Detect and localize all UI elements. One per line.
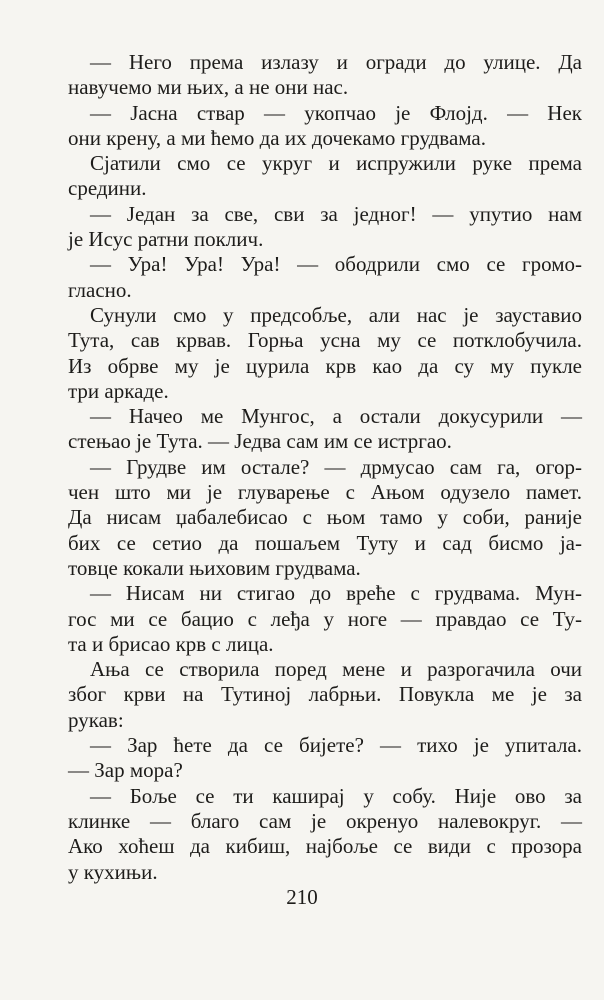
text-line: Да нисам џабалебисао с њом тамо у соби, раније bbox=[68, 505, 582, 530]
paragraph bbox=[68, 733, 582, 784]
paragraph bbox=[68, 657, 582, 733]
text-line: — Зар ћете да се бијете? — тихо је упитала. bbox=[90, 733, 582, 758]
text-block bbox=[68, 50, 582, 885]
text-line: гласно. bbox=[68, 277, 132, 302]
paragraph bbox=[68, 50, 582, 101]
text-line: Ако хоћеш да кибиш, најбоље се види с прозора bbox=[68, 834, 582, 859]
text-line: — Грудве им остале? — дрмусао сам га, огор- bbox=[90, 454, 582, 479]
text-line: — Него према излазу и огради до улице. Да bbox=[90, 50, 582, 74]
text-line: рукав: bbox=[68, 707, 124, 732]
paragraph bbox=[68, 101, 582, 152]
text-line: — Зар мора? bbox=[68, 758, 183, 783]
text-line: средини. bbox=[68, 176, 147, 201]
text-line: товце кокали њиховим грудвама. bbox=[68, 555, 361, 580]
paragraph bbox=[68, 202, 582, 253]
text-line: — Један за све, сви за једног! — упутио нам bbox=[90, 201, 582, 226]
paragraph bbox=[68, 151, 582, 202]
text-line: — Начео ме Мунгос, а остали докусурили — bbox=[90, 404, 582, 429]
paragraph bbox=[68, 303, 582, 404]
text-line: због крви на Тутиној лабрњи. Повукла ме је за bbox=[68, 682, 582, 707]
text-line: Сјатили смо се укруг и испружили руке према bbox=[90, 151, 582, 176]
paragraph bbox=[68, 581, 582, 657]
text-line: — Ура! Ура! Ура! — ободрили смо се громо- bbox=[90, 252, 582, 277]
text-line: три аркаде. bbox=[68, 378, 169, 403]
text-line: Тута, сав крвав. Горња усна му се потклобучила. bbox=[68, 328, 582, 353]
text-line: Ања се створила поред мене и разрогачила очи bbox=[90, 657, 582, 682]
text-line: — Боље се ти кашираj у собу. Није ово за bbox=[90, 783, 582, 808]
text-line: стењао је Тута. — Једва сам им се истргао. bbox=[68, 429, 452, 454]
paragraph bbox=[68, 252, 582, 303]
text-line: — Нисам ни стигао до вреће с грудвама. Мун- bbox=[90, 581, 582, 606]
text-line: у кухињи. bbox=[68, 859, 158, 884]
text-line: навучемо ми њих, а не они нас. bbox=[68, 75, 349, 100]
text-line: бих се сетио да пошаљем Туту и сад бисмо ја- bbox=[68, 530, 582, 555]
text-line: гос ми се бацио с леђа у ноге — правдао се Ту- bbox=[68, 606, 582, 631]
text-line: чен што ми је глуварење с Ањом одузело памет. bbox=[68, 480, 582, 505]
page-number: 210 bbox=[286, 885, 318, 909]
paragraph bbox=[68, 404, 582, 455]
text-line: — Јасна ствар — укопчао је Флојд. — Нек bbox=[90, 100, 582, 125]
text-line: је Исус ратни поклич. bbox=[68, 227, 264, 252]
text-line: клинке — благо сам је окренуо налевокруг. — bbox=[68, 808, 582, 833]
paragraph bbox=[68, 784, 582, 885]
text-line: они крену, а ми ћемо да их дочекамо грудвама. bbox=[68, 125, 486, 150]
text-line: Из обрве му је цурила крв као да су му пукле bbox=[68, 353, 582, 378]
text-line: Сунули смо у предсобље, али нас је зауставио bbox=[90, 302, 582, 327]
text-line: та и брисао крв с лица. bbox=[68, 631, 274, 656]
paragraph bbox=[68, 455, 582, 581]
